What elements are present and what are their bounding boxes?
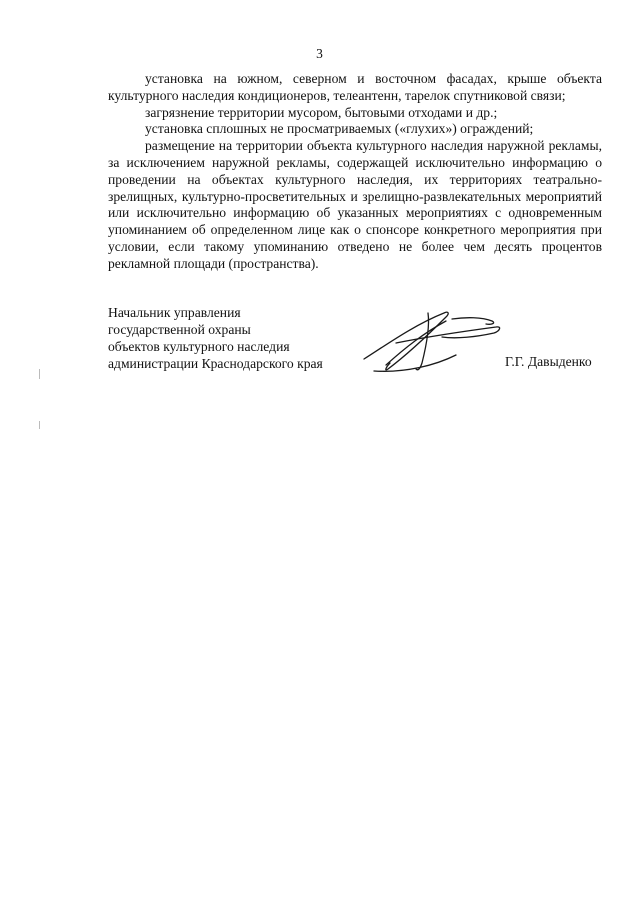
signatory-title-line: администрации Краснодарского края	[108, 356, 323, 371]
paragraph-ac-installation: установка на южном, северном и восточном фасадах, крыше объекта культурного наследия кондиционеров, телеантенн, тарелок спутниковой связи;	[108, 71, 602, 103]
signatory-title-line: Начальник управления	[108, 305, 241, 320]
paragraph-outdoor-advertising: размещение на территории объекта культурного наследия наружной рекламы, за исключением наружной рекламы, содержащей исключительно информацию о проведении на объектах культурного наследия, их территориях театрально-зрелищных, культурно-просветительных и зрелищно-развлекательных мероприятий или исключительно информацию об указанных мероприятиях с одновременным упоминанием об определенном лице как о спонсоре конкретного мероприятия при условии, если такому упоминанию отведено не более чем десять процентов рекламной площади (пространства).	[108, 138, 602, 271]
scan-artifact	[39, 369, 40, 379]
signer-name: Г.Г. Давыденко	[505, 354, 592, 369]
scan-artifact	[39, 421, 40, 429]
signatory-title	[108, 304, 323, 372]
paragraph-solid-fences: установка сплошных не просматриваемых («глухих») ограждений;	[145, 121, 534, 137]
paragraph-littering: загрязнение территории мусором, бытовыми отходами и др.;	[145, 104, 498, 120]
signatory-title-line: объектов культурного наследия	[108, 339, 290, 354]
page-number: 3	[316, 46, 323, 61]
signatory-title-line: государственной охраны	[108, 322, 251, 337]
handwritten-signature	[356, 307, 506, 377]
document-body	[108, 71, 602, 273]
